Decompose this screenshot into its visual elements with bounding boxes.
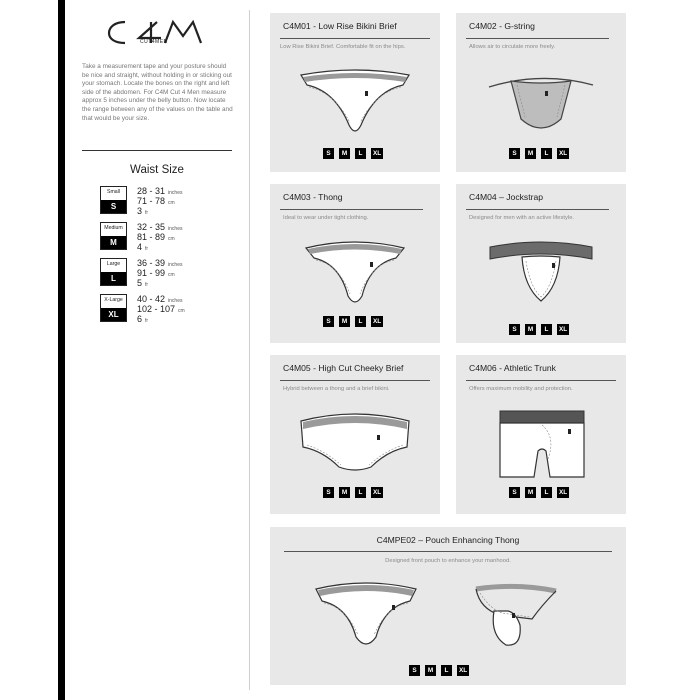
size-tag-s: S: [323, 316, 334, 327]
size-code: S: [101, 200, 126, 213]
size-box: [100, 186, 127, 214]
size-fr: 5: [137, 278, 143, 288]
unit-inches: inches: [168, 262, 183, 268]
size-box: [100, 258, 127, 286]
size-tag-m: M: [525, 148, 536, 159]
product-description: Allows air to circulate more freely.: [469, 44, 556, 50]
product-card-c4m03: [270, 184, 440, 343]
size-tags: [509, 324, 569, 335]
size-tag-xl: XL: [373, 489, 382, 496]
unit-fr: fr: [145, 282, 149, 288]
size-fr: 4: [137, 242, 143, 252]
size-tag-m: M: [339, 148, 350, 159]
size-code: M: [101, 236, 126, 249]
size-label: X-Large: [104, 297, 123, 303]
unit-cm: cm: [168, 200, 175, 206]
product-description: Low Rise Bikini Brief. Comfortable fit on the hips.: [280, 44, 406, 50]
size-tag-xl: XL: [373, 318, 382, 325]
size-tag-m: M: [425, 665, 436, 676]
size-tag-l: L: [541, 324, 552, 335]
product-title: C4M01 - Low Rise Bikini Brief: [283, 21, 397, 31]
size-tag-m: M: [339, 487, 350, 498]
size-inches: 40 - 42: [137, 294, 166, 304]
product-title: C4M04 – Jockstrap: [469, 192, 544, 202]
size-cm: 71 - 78: [137, 196, 166, 206]
jockstrap-illustration: [486, 239, 596, 315]
size-tags: [323, 316, 383, 327]
product-description: Designed for men with an active lifestyle.: [469, 215, 575, 221]
product-description: Ideal to wear under tight clothing.: [283, 215, 369, 221]
title-underline: [280, 209, 423, 210]
size-tags: [509, 148, 569, 159]
product-description: Designed front pouch to enhance your manhood.: [385, 558, 511, 564]
size-tags: [323, 148, 383, 159]
product-description: Offers maximum mobility and protection.: [469, 386, 573, 392]
size-fr: 6: [137, 314, 143, 324]
size-box: [100, 294, 127, 322]
size-row-medium: [100, 222, 240, 254]
size-inches: 36 - 39: [137, 258, 166, 268]
title-underline: [466, 38, 609, 39]
size-box: [100, 222, 127, 250]
size-tag-m: M: [525, 324, 536, 335]
size-tag-l: L: [441, 665, 452, 676]
unit-cm: cm: [168, 272, 175, 278]
size-code: XL: [101, 308, 126, 321]
product-title: C4M02 - G-string: [469, 21, 535, 31]
pouch-thong-front-illustration: [310, 579, 422, 657]
size-tag-l: L: [541, 487, 552, 498]
product-card-c4m02: [456, 13, 626, 172]
size-tag-s: S: [323, 148, 334, 159]
title-underline: [284, 551, 612, 552]
size-tag-l: L: [355, 316, 366, 327]
unit-fr: fr: [145, 210, 149, 216]
size-tag-m: M: [525, 487, 536, 498]
size-inches: 28 - 31: [137, 186, 166, 196]
bikini-brief-illustration: [295, 65, 415, 145]
size-tag-xl: XL: [559, 489, 568, 496]
product-title: C4M06 - Athletic Trunk: [469, 363, 556, 373]
unit-inches: inches: [168, 226, 183, 232]
unit-inches: inches: [168, 190, 183, 196]
size-fr: 3: [137, 206, 143, 216]
size-row-xlarge: [100, 294, 240, 326]
size-label: Small: [107, 189, 120, 195]
product-description: Hybrid between a thong and a brief bikini.: [283, 386, 390, 392]
size-inches: 32 - 35: [137, 222, 166, 232]
size-label: Medium: [104, 225, 123, 231]
section-separator: [82, 150, 232, 151]
size-tags: [509, 487, 569, 498]
unit-cm: cm: [178, 308, 185, 314]
title-underline: [280, 380, 430, 381]
size-tag-s: S: [509, 148, 520, 159]
measurement-instructions: Take a measurement tape and your posture should be nice and straight, without holding in or sticking out your stomach. Locate the bones on the right and left side of the abdomen. For C4M Cut 4 Men measure approx 5 inches under the belly button. Now locate the range between any of the values on the table and that would be your size.: [82, 63, 233, 122]
size-cm: 81 - 89: [137, 232, 166, 242]
unit-inches: inches: [168, 298, 183, 304]
size-cm: 91 - 99: [137, 268, 166, 278]
product-card-c4m04: [456, 184, 626, 343]
g-string-illustration: [481, 63, 601, 145]
vertical-divider: [249, 10, 250, 690]
product-title: C4M03 - Thong: [283, 192, 343, 202]
product-title: C4M05 - High Cut Cheeky Brief: [283, 363, 404, 373]
pouch-thong-side-illustration: [470, 579, 562, 657]
size-tag-xl: XL: [373, 150, 382, 157]
product-title: C4MPE02 – Pouch Enhancing Thong: [376, 535, 520, 545]
size-tag-l: L: [541, 148, 552, 159]
cheeky-brief-illustration: [295, 407, 415, 481]
size-tag-xl: XL: [559, 150, 568, 157]
size-tag-s: S: [509, 487, 520, 498]
product-card-c4m01: [270, 13, 440, 172]
size-tags: [409, 665, 469, 676]
size-cm: 102 - 107: [137, 304, 176, 314]
size-code: L: [101, 272, 126, 285]
size-label: Large: [106, 261, 121, 267]
unit-fr: fr: [145, 318, 149, 324]
title-underline: [280, 38, 430, 39]
size-tag-s: S: [323, 487, 334, 498]
left-black-bar: [58, 0, 65, 700]
size-tag-s: S: [509, 324, 520, 335]
size-row-small: [100, 186, 240, 218]
size-tag-l: L: [355, 487, 366, 498]
athletic-trunk-illustration: [496, 407, 588, 487]
unit-fr: fr: [145, 246, 149, 252]
thong-illustration: [300, 234, 410, 314]
title-underline: [466, 209, 609, 210]
product-card-c4m06: [456, 355, 626, 514]
size-tag-xl: XL: [459, 667, 468, 674]
size-tag-m: M: [339, 316, 350, 327]
title-underline: [466, 380, 616, 381]
product-card-c4m05: [270, 355, 440, 514]
size-tag-l: L: [355, 148, 366, 159]
unit-cm: cm: [168, 236, 175, 242]
brand-tagline: CUT4MEN: [140, 39, 168, 45]
size-tags: [323, 487, 383, 498]
size-tag-s: S: [409, 665, 420, 676]
product-card-c4mpe02: [270, 527, 626, 685]
size-tag-xl: XL: [559, 326, 568, 333]
waist-size-title: Waist Size: [130, 164, 184, 176]
size-row-large: [100, 258, 240, 290]
